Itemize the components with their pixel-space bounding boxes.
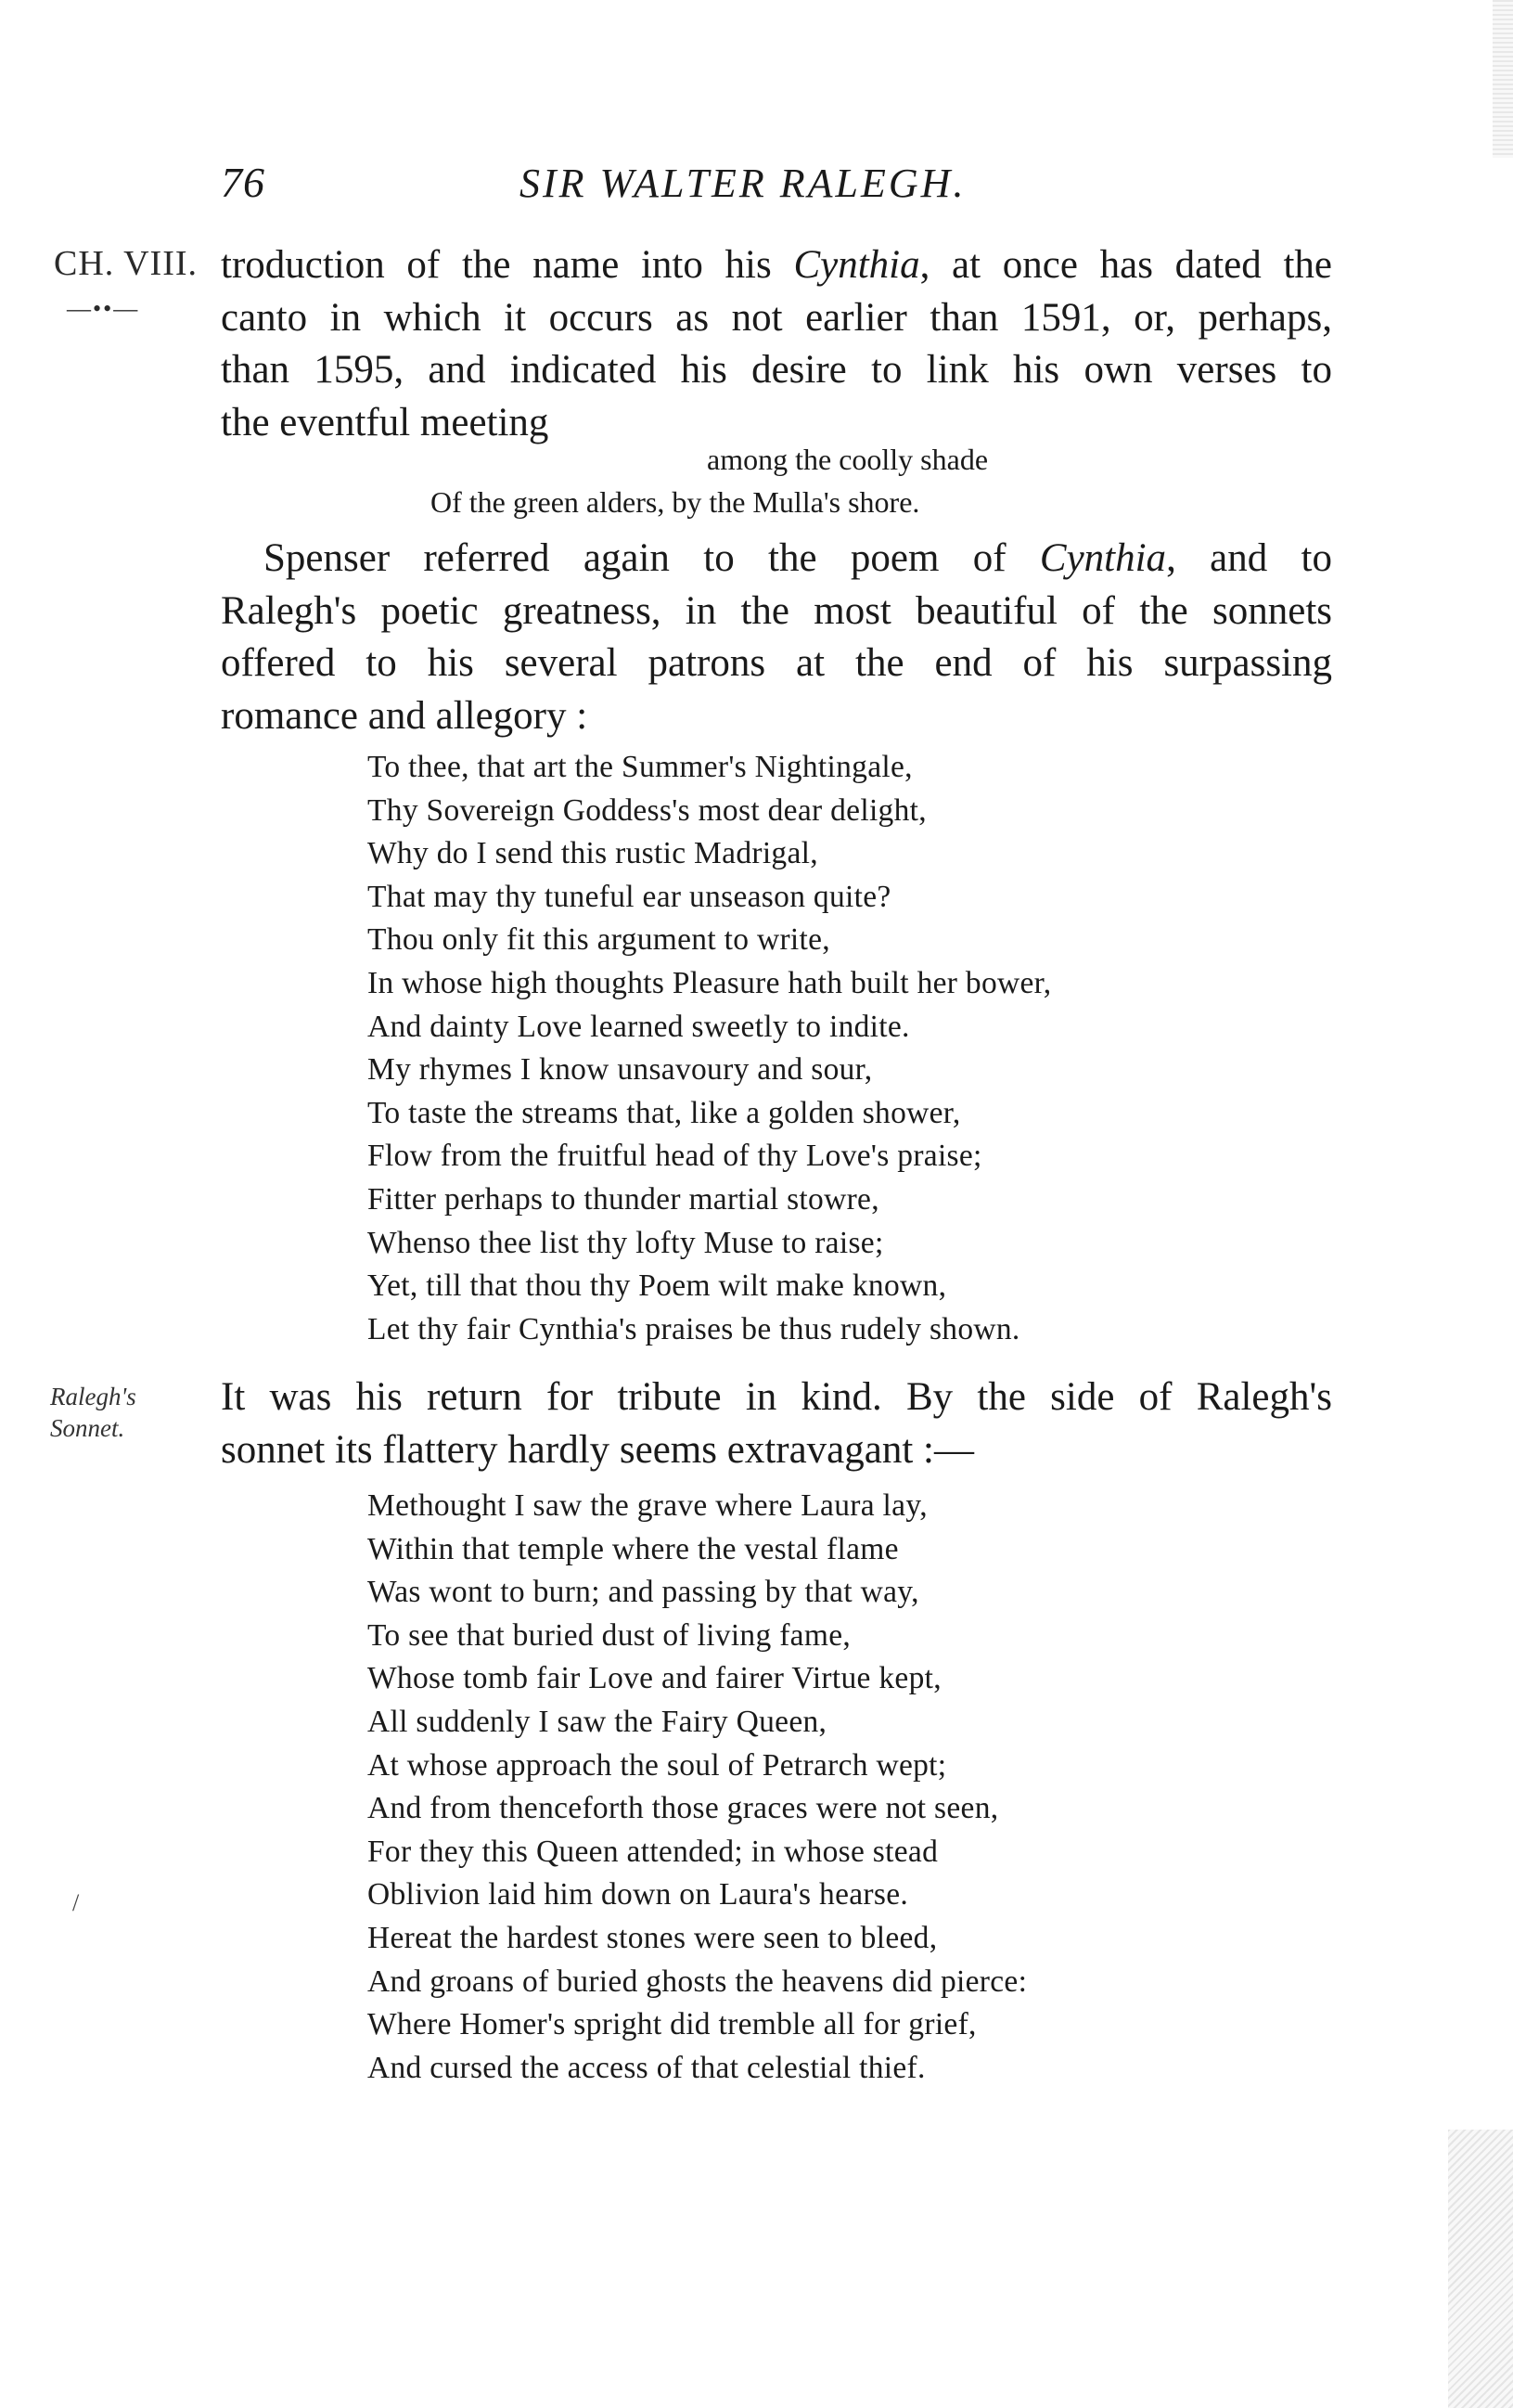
verse-line: Whose tomb fair Love and fairer Virtue kept, [367, 1661, 942, 1696]
paragraph-1 [221, 239, 1332, 449]
verse-line: Why do I send this rustic Madrigal, [367, 836, 818, 871]
paragraph-3 [221, 1371, 1332, 1476]
verse-line: To see that buried dust of living fame, [367, 1617, 852, 1653]
text-line: It was his return for tribute in kind. By the side of Ralegh's [221, 1375, 1332, 1419]
verse-line: Where Homer's spright did tremble all for grief, [367, 2007, 977, 2042]
verse-line: Hereat the hardest stones were seen to bleed, [367, 1920, 938, 1955]
verse-line: Was wont to burn; and passing by that way, [367, 1575, 919, 1610]
verse-line: Fitter perhaps to thunder martial stowre, [367, 1181, 879, 1217]
text-line: canto in which it occurs as not earlier than 1591, or, perhaps, [221, 295, 1332, 340]
verse-line: In whose high thoughts Pleasure hath built her bower, [367, 965, 1052, 1000]
page-edge-speckle [1493, 0, 1513, 158]
verse-line: And dainty Love learned sweetly to indite. [367, 1009, 910, 1044]
italic-title: Cynthia [1039, 536, 1167, 580]
running-head: SIR WALTER RALEGH. [519, 161, 967, 206]
verse-line: My rhymes I know unsavoury and sour, [367, 1052, 873, 1088]
page-edge-speckle [1448, 2130, 1513, 2408]
margin-chapter-label: CH. VIII. [54, 244, 199, 283]
paragraph-2 [221, 533, 1332, 742]
side-note-line: Sonnet. [50, 1414, 125, 1442]
quote-line: Of the green alders, by the Mulla's shore. [430, 485, 920, 519]
quote-line: among the coolly shade [707, 443, 989, 476]
verse-line: And cursed the access of that celestial thief. [367, 2050, 926, 2085]
text-line: sonnet its flattery hardly seems extravagant :— [221, 1427, 974, 1472]
verse-line: Within that temple where the vestal flame [367, 1531, 899, 1566]
verse-line: Methought I saw the grave where Laura lay, [367, 1488, 928, 1523]
side-note [50, 1381, 136, 1444]
text-line: than 1595, and indicated his desire to link his own verses to [221, 348, 1332, 392]
text-run: , and to [1166, 536, 1332, 580]
sonnet-ralegh [367, 1485, 1027, 2090]
side-note-line: Ralegh's [50, 1383, 136, 1410]
text-run: Spenser referred again to the poem of [263, 536, 1040, 580]
verse-line: Flow from the fruitful head of thy Love's praise; [367, 1139, 982, 1174]
text-line: offered to his several patrons at the end of his surpassing [221, 641, 1332, 685]
verse-line: And from thenceforth those graces were not seen, [367, 1791, 999, 1826]
verse-line: Whenso thee list thy lofty Muse to raise; [367, 1225, 884, 1260]
verse-line: Thou only fit this argument to write, [367, 922, 830, 958]
page-number: 76 [221, 159, 265, 206]
margin-ornament: —••— [67, 295, 140, 322]
text-line [221, 239, 1332, 292]
text-line [221, 533, 1332, 586]
verse-line: That may thy tuneful ear unseason quite? [367, 879, 891, 914]
verse-line: Thy Sovereign Goddess's most dear delight, [367, 792, 927, 828]
verse-line: To taste the streams that, like a golden shower, [367, 1095, 961, 1130]
sonnet-spenser [367, 746, 1051, 1351]
text-run: troduction of the name into his [221, 243, 794, 287]
verse-line: Yet, till that thou thy Poem wilt make known, [367, 1268, 947, 1304]
text-line: Ralegh's poetic greatness, in the most beautiful of the sonnets [221, 588, 1332, 633]
verse-line: At whose approach the soul of Petrarch wept; [367, 1747, 947, 1783]
text-line: the eventful meeting [221, 400, 549, 444]
verse-line: Oblivion laid him down on Laura's hearse. [367, 1877, 909, 1912]
stray-mark: / [72, 1889, 80, 1916]
verse-line: All suddenly I saw the Fairy Queen, [367, 1704, 827, 1739]
italic-title: Cynthia [793, 243, 920, 287]
verse-line: For they this Queen attended; in whose stead [367, 1834, 939, 1869]
text-run: , at once has dated the [919, 243, 1332, 287]
verse-line: To thee, that art the Summer's Nightingale, [367, 750, 913, 784]
text-line: romance and allegory : [221, 693, 588, 738]
verse-line: And groans of buried ghosts the heavens did pierce: [367, 1964, 1028, 1999]
verse-line: Let thy fair Cynthia's praises be thus rudely shown. [367, 1311, 1020, 1346]
